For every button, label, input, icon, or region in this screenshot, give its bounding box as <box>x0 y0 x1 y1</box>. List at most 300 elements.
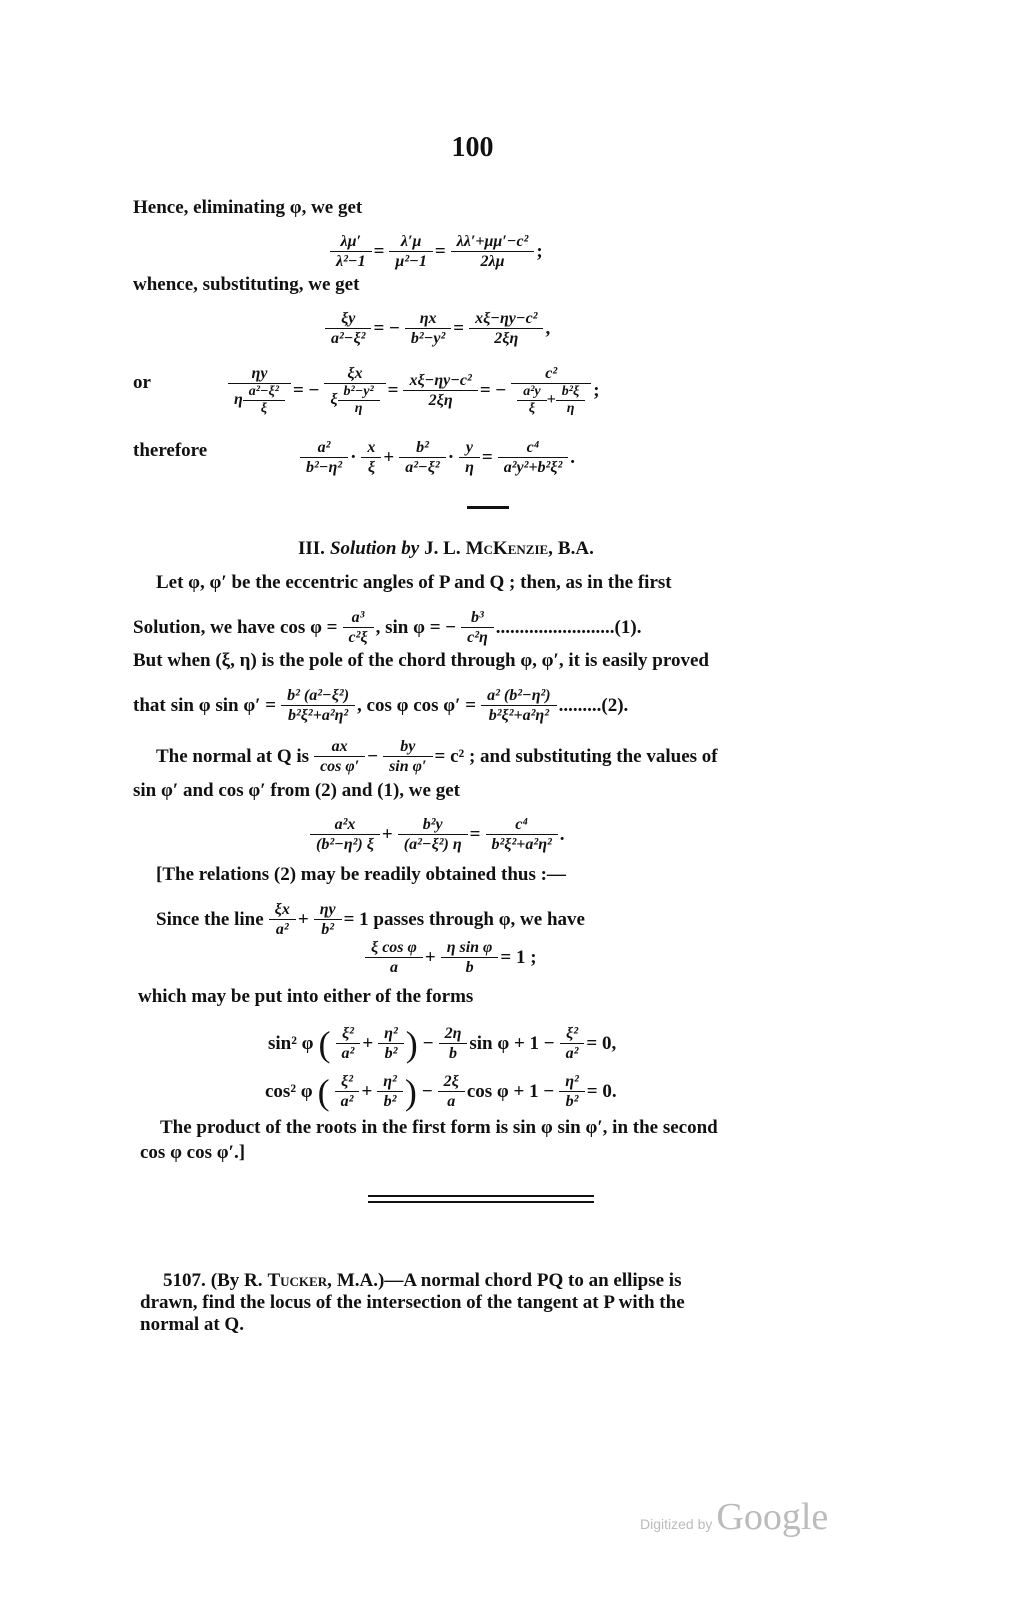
double-rule-top <box>368 1195 594 1197</box>
text-run: · <box>447 446 455 468</box>
fraction <box>401 815 465 854</box>
text-run: b <box>448 1045 457 1062</box>
numerator <box>517 384 546 401</box>
denominator <box>426 391 456 410</box>
denominator <box>464 628 491 647</box>
fraction <box>303 438 345 477</box>
text-run: (b²−η²) ξ <box>316 836 374 853</box>
numerator <box>300 438 348 458</box>
fraction <box>380 1072 400 1111</box>
text-run: b²−η² <box>306 459 343 476</box>
denominator <box>285 706 351 725</box>
fraction <box>339 1024 358 1063</box>
text-run: a² <box>275 921 289 938</box>
numerator <box>560 1024 585 1044</box>
text-run: ξ² <box>341 1025 354 1042</box>
fraction <box>462 438 477 477</box>
text-run: b³ <box>471 609 484 626</box>
text-run: = 1 passes through φ, we have <box>343 908 585 930</box>
text-line <box>133 780 465 802</box>
denominator <box>501 458 566 477</box>
fraction <box>464 608 491 647</box>
denominator <box>346 628 371 647</box>
text-run: b² <box>383 1093 397 1110</box>
text-run: a² <box>341 1045 355 1062</box>
text-run: ; <box>536 240 543 262</box>
text-run: c⁴ <box>515 816 528 833</box>
numerator <box>325 309 371 329</box>
text-run: λ′μ <box>400 233 422 250</box>
fraction <box>442 1024 465 1063</box>
numerator <box>438 1072 465 1092</box>
text-run: η² <box>384 1025 398 1042</box>
text-run: c²ξ <box>348 629 368 646</box>
denominator <box>303 458 345 477</box>
text-run: J. L. <box>424 538 461 559</box>
text-run: M.A.)—A normal chord PQ to an ellipse is <box>336 1270 682 1291</box>
watermark-prefix: Digitized by <box>640 1516 713 1532</box>
denominator <box>328 329 368 348</box>
denominator <box>382 1044 401 1063</box>
text-run: a <box>389 959 398 976</box>
denominator <box>387 958 401 977</box>
text-run: ξ² <box>566 1025 578 1042</box>
denominator <box>317 757 362 776</box>
text-run: normal at Q. <box>140 1314 244 1335</box>
text-run: ηy <box>251 365 268 382</box>
parenthesis: ) <box>404 1071 417 1112</box>
text-run: b² <box>416 439 429 456</box>
denominator <box>338 1092 357 1111</box>
fraction <box>408 309 448 348</box>
numerator <box>338 384 380 401</box>
numerator <box>398 815 468 835</box>
text-run: b² <box>565 1093 579 1110</box>
denominator <box>491 329 521 348</box>
text-run: η <box>234 391 243 409</box>
text-run: · <box>350 446 357 468</box>
text-run: + <box>424 946 436 968</box>
text-line <box>140 1142 250 1164</box>
numerator <box>439 1024 468 1044</box>
text-run: (By R. <box>210 1270 263 1291</box>
double-rule-bottom <box>368 1201 594 1203</box>
fraction <box>333 232 369 271</box>
text-line <box>133 197 367 219</box>
text-run: 2ξη <box>428 392 453 409</box>
fraction <box>346 608 371 647</box>
fraction <box>441 1072 462 1111</box>
expression <box>234 384 285 417</box>
fraction <box>313 815 377 854</box>
equation-8 <box>265 1072 622 1111</box>
numerator <box>314 737 365 757</box>
denominator <box>444 1092 458 1111</box>
parenthesis: ) <box>405 1023 418 1064</box>
denominator <box>446 1044 460 1063</box>
text-run: ax <box>331 738 348 755</box>
text-run: Solution, we have <box>133 616 275 638</box>
text-run: b²ξ²+a²η² <box>287 707 349 724</box>
text-run: (a²−ξ²) η <box>403 836 462 853</box>
text-run: b²−y² <box>343 384 374 399</box>
fraction <box>272 900 293 939</box>
text-run: a²−ξ² <box>405 459 440 476</box>
text-run: c²η <box>467 629 488 646</box>
denominator <box>327 384 382 417</box>
text-run: or <box>133 372 151 393</box>
text-run: + <box>297 908 309 930</box>
text-run: 5107. <box>163 1270 206 1291</box>
numerator <box>330 232 372 252</box>
text-run: ξx <box>274 901 290 918</box>
denominator <box>489 835 555 854</box>
text-run: .........................(1). <box>495 616 642 638</box>
numerator <box>324 364 385 384</box>
denominator <box>231 384 288 417</box>
numerator <box>459 438 480 458</box>
text-run: ξy <box>341 310 356 327</box>
google-logo: Google <box>716 1496 829 1538</box>
text-run: 2ξη <box>494 330 519 347</box>
text-run: Hence, eliminating φ, we get <box>133 197 363 218</box>
text-run: 2λμ <box>480 253 505 270</box>
denominator <box>273 920 292 939</box>
question-line <box>140 1292 690 1314</box>
numerator <box>399 438 445 458</box>
numerator <box>441 938 499 958</box>
text-run: ξ² <box>341 1073 354 1090</box>
text-run: B.A. <box>557 538 594 559</box>
fraction <box>246 384 282 417</box>
text-run: ξ <box>367 459 376 476</box>
text-run: xξ−ηy−c² <box>409 372 472 389</box>
text-run: + <box>546 391 556 409</box>
numerator <box>481 686 557 706</box>
text-run: η sin φ <box>446 939 493 956</box>
fraction <box>284 686 352 725</box>
text-run: + <box>361 1080 373 1102</box>
author-name: McKenzie, <box>465 538 553 559</box>
text-run: cos φ + 1 − <box>466 1080 555 1102</box>
text-run: ; <box>593 379 600 401</box>
text-run: . <box>570 446 576 468</box>
numerator <box>343 608 374 628</box>
text-run: a²−ξ² <box>248 384 279 399</box>
equation-6 <box>365 938 542 977</box>
numerator <box>511 364 591 384</box>
text-run: λ²−1 <box>336 253 366 270</box>
text-run: ηy <box>319 901 336 918</box>
text-run: = 0. <box>586 1080 617 1102</box>
text-run: cos φ′ <box>320 758 360 775</box>
denominator <box>563 1092 582 1111</box>
text-run: = <box>434 240 446 262</box>
text-run: sin φ sin φ′ = <box>170 694 277 716</box>
text-run: a² <box>565 1045 579 1062</box>
text-run: = 1 ; <box>500 946 537 968</box>
fraction <box>231 364 288 417</box>
denominator <box>381 1092 400 1111</box>
text-run: which may be put into either of the forms <box>138 986 474 1007</box>
fraction <box>386 737 429 776</box>
text-run: a²y <box>523 384 541 399</box>
text-run: a² <box>317 439 331 456</box>
equation-7 <box>268 1024 621 1063</box>
text-run: = <box>453 317 465 339</box>
numerator <box>336 1024 361 1044</box>
numerator <box>228 364 291 384</box>
text-line <box>133 372 156 394</box>
text-run: therefore <box>133 440 208 461</box>
text-run: a² (b²−η²) <box>487 687 551 704</box>
denominator <box>352 401 366 417</box>
fraction <box>402 438 442 477</box>
text-run: But when (ξ, η) is the pole of the chord through φ, φ′, it is easily proved <box>133 650 709 671</box>
fraction <box>501 438 566 477</box>
fraction <box>454 232 532 271</box>
numerator <box>461 608 494 628</box>
text-run: that <box>133 694 166 716</box>
numerator <box>389 232 432 252</box>
text-run: η² <box>383 1073 397 1090</box>
expression <box>330 384 379 417</box>
text-line <box>133 608 646 647</box>
numerator <box>365 938 423 958</box>
text-run: b²ξ²+a²η² <box>488 707 549 724</box>
fraction <box>472 309 540 348</box>
denominator <box>402 458 442 477</box>
numerator <box>383 737 432 757</box>
denominator <box>333 252 369 271</box>
numerator <box>243 384 285 401</box>
fraction <box>327 364 382 417</box>
text-line <box>156 864 571 886</box>
denominator <box>463 958 477 977</box>
denominator <box>408 329 448 348</box>
text-run: b²−y² <box>410 330 446 347</box>
denominator <box>392 252 429 271</box>
text-run: c⁴ <box>526 439 540 456</box>
text-line <box>133 650 714 672</box>
text-run: a²−ξ² <box>331 330 366 347</box>
text-run: a²x <box>334 816 356 833</box>
text-run: + <box>383 446 395 468</box>
section-divider <box>467 506 509 509</box>
text-run: = <box>481 446 493 468</box>
text-run: − <box>421 1080 433 1102</box>
text-run: whence, substituting, we get <box>133 274 360 295</box>
text-run: η <box>465 459 474 476</box>
fraction <box>406 371 474 410</box>
expression <box>517 384 585 417</box>
text-run: b²ξ²+a²η² <box>491 836 552 853</box>
text-run: [The relations (2) may be readily obtained thus :— <box>156 864 566 885</box>
denominator <box>564 401 578 417</box>
parenthesis: ( <box>318 1023 331 1064</box>
text-run: b² <box>321 921 335 938</box>
text-run: 2η <box>444 1025 462 1042</box>
text-run: λμ′ <box>340 233 362 250</box>
text-run: , sin φ = − <box>375 616 457 638</box>
text-run: ξ <box>528 401 536 416</box>
text-run: η² <box>565 1073 579 1090</box>
text-run: .........(2). <box>558 694 629 716</box>
text-run: ξ cos φ <box>371 939 417 956</box>
fraction <box>317 737 362 776</box>
text-run: , cos φ cos φ′ = <box>357 694 477 716</box>
text-run: = 0, <box>586 1032 617 1054</box>
text-run: by <box>400 738 416 755</box>
text-line <box>156 737 723 776</box>
section-heading <box>298 538 599 560</box>
question-line <box>140 1314 249 1336</box>
text-run: sin φ′ and cos φ′ from (2) and (1), we get <box>133 780 460 801</box>
text-run: b <box>465 959 474 976</box>
fraction <box>364 438 378 477</box>
text-run: xξ−ηy−c² <box>475 310 538 327</box>
text-line <box>156 900 590 939</box>
text-run: ξ <box>260 401 268 416</box>
numerator <box>559 1072 585 1092</box>
text-run: drawn, find the locus of the intersection of the tangent at P with the <box>140 1292 685 1313</box>
question-line <box>163 1270 687 1292</box>
denominator <box>526 401 538 417</box>
fraction <box>381 1024 401 1063</box>
numerator <box>486 815 558 835</box>
denominator <box>258 401 270 417</box>
numerator <box>378 1024 404 1044</box>
text-run: = − <box>292 379 320 401</box>
text-run: Since the line <box>156 908 264 930</box>
text-run: a³ <box>351 609 365 626</box>
fraction <box>489 815 555 854</box>
text-run: = c² ; and substituting the values of <box>434 745 718 767</box>
text-run: b² <box>384 1045 398 1062</box>
numerator <box>403 371 477 391</box>
numerator <box>405 309 451 329</box>
denominator <box>401 835 465 854</box>
text-run: − <box>422 1032 434 1054</box>
numerator <box>269 900 296 920</box>
text-run: λλ′+μμ′−c² <box>456 233 529 250</box>
text-run: a²y²+b²ξ² <box>503 459 563 476</box>
text-run: b²y <box>422 816 443 833</box>
numerator <box>377 1072 403 1092</box>
denominator <box>339 1044 358 1063</box>
text-run: + <box>362 1032 374 1054</box>
text-run: III. <box>298 538 325 559</box>
text-run: = <box>373 240 385 262</box>
fraction <box>562 1072 582 1111</box>
text-line <box>133 274 364 296</box>
text-run: cos² φ <box>265 1080 313 1102</box>
denominator <box>386 757 429 776</box>
fraction <box>341 384 377 417</box>
text-run: a² <box>340 1093 354 1110</box>
fraction <box>338 1072 357 1111</box>
fraction <box>563 1024 582 1063</box>
text-run: ξ <box>330 391 338 409</box>
numerator <box>310 815 380 835</box>
text-run: c² <box>545 365 558 382</box>
text-run: y <box>465 439 474 456</box>
text-line <box>160 1117 723 1139</box>
fraction <box>317 900 339 939</box>
fraction <box>514 364 588 417</box>
denominator <box>563 1044 582 1063</box>
text-run: a <box>447 1093 456 1110</box>
author-name: Tucker, <box>267 1270 332 1291</box>
denominator <box>318 920 337 939</box>
text-run: x <box>367 439 376 456</box>
text-run: − <box>367 745 379 767</box>
text-run: cos φ = <box>280 616 338 638</box>
text-run: 2ξ <box>443 1073 459 1090</box>
text-run: = <box>387 379 399 401</box>
denominator <box>486 706 552 725</box>
text-run: η <box>566 401 575 416</box>
text-line <box>138 986 478 1008</box>
denominator <box>365 458 378 477</box>
text-run: η <box>354 401 363 416</box>
equation-1 <box>330 232 548 271</box>
text-run: μ²−1 <box>395 253 427 270</box>
denominator <box>514 384 588 417</box>
fraction <box>444 938 496 977</box>
numerator <box>281 686 355 706</box>
text-run: b² (a²−ξ²) <box>287 687 350 704</box>
numerator <box>556 384 586 401</box>
text-line <box>156 572 677 594</box>
fraction <box>559 384 583 417</box>
numerator <box>498 438 569 458</box>
fraction <box>328 309 368 348</box>
parenthesis: ( <box>317 1071 330 1112</box>
equation-3 <box>228 364 605 417</box>
fraction <box>484 686 554 725</box>
text-run: The product of the roots in the first form is sin φ sin φ′, in the second <box>160 1117 718 1138</box>
text-run: sin² φ <box>268 1032 314 1054</box>
text-run: + <box>381 823 393 845</box>
text-line <box>133 440 212 462</box>
text-run: ξx <box>347 365 363 382</box>
text-run: sin φ + 1 − <box>469 1032 555 1054</box>
text-run: . <box>559 823 565 845</box>
denominator <box>478 252 508 271</box>
italic-text: Solution by <box>329 538 420 559</box>
equation-5 <box>310 815 570 854</box>
fraction <box>520 384 543 417</box>
text-run: = − <box>479 379 507 401</box>
text-run: ηx <box>419 310 437 327</box>
numerator <box>469 309 543 329</box>
text-line <box>133 686 633 725</box>
text-run: sin φ′ <box>389 758 427 775</box>
text-run: The normal at Q is <box>156 745 310 767</box>
equation-4 <box>300 438 580 477</box>
equation-2 <box>325 309 555 348</box>
text-run: = <box>469 823 481 845</box>
google-digitized-watermark <box>640 1495 828 1539</box>
numerator <box>361 438 381 458</box>
denominator <box>462 458 477 477</box>
text-run: = − <box>373 317 400 339</box>
text-run: b²ξ <box>561 384 580 399</box>
numerator <box>314 900 342 920</box>
fraction <box>368 938 420 977</box>
text-run: , <box>545 317 551 339</box>
